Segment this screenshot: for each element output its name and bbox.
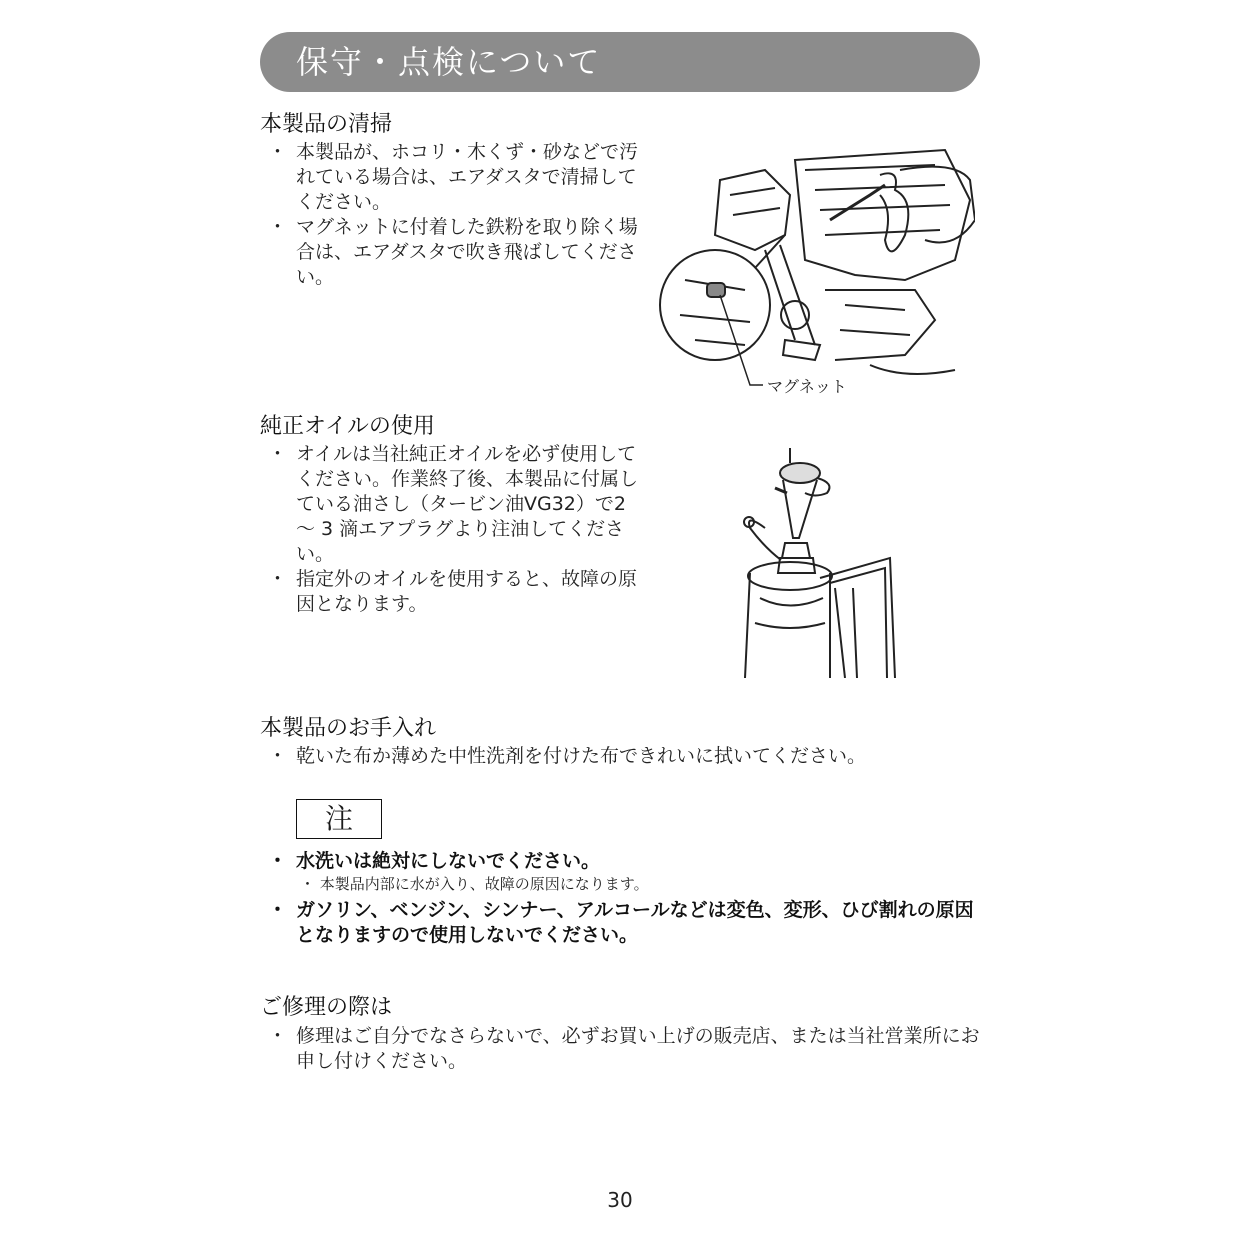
- cleaning-list: [268, 140, 638, 290]
- caution-item: ・ ガソリン、ベンジン、シンナー、アルコールなどは変色、変形、ひび割れの原因となりますので使用しないでください。: [268, 899, 974, 946]
- list-item: ・ オイルは当社純正オイルを必ず使用してください。作業終了後、本製品に付属している油さし（タービン油VG32）で2 ～ 3 滴エアプラグより注油してください。: [268, 443, 639, 565]
- list-item: ・ 本製品が、ホコリ・木くず・砂などで汚れている場合は、エアダスタで清掃してください。: [268, 141, 639, 213]
- heading-care: 本製品のお手入れ: [260, 716, 437, 741]
- list-item: ・ 指定外のオイルを使用すると、故障の原因となります。: [268, 568, 638, 615]
- caution-list-2: [268, 898, 980, 948]
- caution-list-1: [268, 849, 980, 874]
- section-banner: [260, 32, 980, 92]
- caution-sub-item: ・ 本製品内部に水が入り、故障の原因になります。: [300, 875, 649, 893]
- magnet-label: マグネット: [767, 377, 847, 396]
- repair-list: [268, 1024, 980, 1074]
- caution-item: ・ 水洗いは絶対にしないでください。: [268, 850, 601, 872]
- page-title: 保守・点検について: [296, 43, 602, 81]
- list-item: ・ 修理はご自分でなさらないで、必ずお買い上げの販売店、または当社営業所にお申し付けください。: [268, 1025, 980, 1072]
- care-list: [268, 744, 978, 769]
- list-item: ・ 乾いた布か薄めた中性洗剤を付けた布できれいに拭いてください。: [268, 745, 867, 767]
- oil-list: [268, 442, 638, 617]
- page-number: 30: [607, 1188, 633, 1212]
- heading-oil: 純正オイルの使用: [260, 414, 435, 439]
- heading-repair: ご修理の際は: [260, 995, 393, 1020]
- nailer-magnet-illustration: [655, 140, 975, 405]
- heading-cleaning: 本製品の清掃: [260, 112, 393, 137]
- oiler-illustration: [735, 448, 900, 678]
- list-item: ・ マグネットに付着した鉄粉を取り除く場合は、エアダスタで吹き飛ばしてください。: [268, 216, 638, 288]
- notice-label: 注: [296, 799, 382, 839]
